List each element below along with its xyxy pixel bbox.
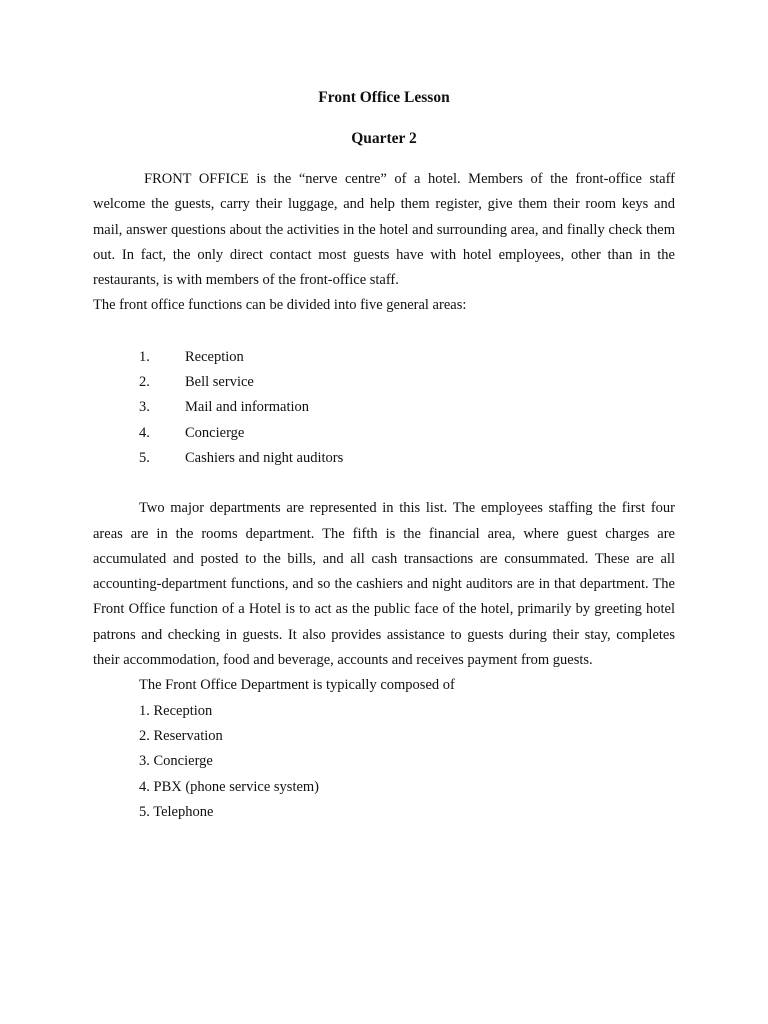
list-item: 5. Telephone: [139, 803, 214, 820]
functions-list: [93, 345, 675, 471]
list-item-label: Reception: [185, 348, 244, 365]
list-item: 1. Reception: [139, 702, 213, 719]
list-item-number: 1.: [139, 348, 150, 365]
composition-intro: The Front Office Department is typically composed of: [139, 677, 455, 694]
list-item-label: Mail and information: [185, 399, 310, 416]
list-item-number: 2.: [139, 374, 150, 391]
composition-list: [93, 699, 675, 825]
list-item: 4. PBX (phone service system): [139, 778, 320, 795]
list-item-label: Bell service: [185, 374, 254, 391]
list-item: [93, 446, 675, 471]
list-item: [93, 345, 675, 370]
list-item: 2. Reservation: [139, 727, 223, 744]
list-item-label: Cashiers and night auditors: [185, 449, 344, 466]
list-item: [93, 421, 675, 446]
list-item: [93, 395, 675, 420]
list-item-label: Concierge: [185, 424, 245, 441]
list-item: 3. Concierge: [139, 753, 213, 770]
list-item-number: 5.: [139, 449, 150, 466]
document-subtitle: Quarter 2: [351, 130, 417, 147]
list-item-number: 3.: [139, 399, 150, 416]
intro-paragraph: FRONT OFFICE is the “nerve centre” of a hotel. Members of the front-office staff welcome the guests, carry their luggage, and help them register, give them their room keys and mail, answer questions about the activities in the hotel and surrounding area, and finally check them out. In fact, the only direct contact most guests have with hotel employees, other than in the restaurants, is with members of the front-office staff.: [93, 171, 675, 289]
document-title: Front Office Lesson: [318, 89, 450, 106]
departments-paragraph: Two major departments are represented in this list. The employees staffing the first four areas are in the rooms department. The fifth is the financial area, where guest charges are accumulated and posted to the bills, and all cash transactions are consummated. These are all accounting-department functions, and so the cashiers and night auditors are in that department. The Front Office function of a Hotel is to act as the public face of the hotel, primarily by greeting hotel patrons and checking in guests. It also provides assistance to guests during their stay, completes their accommodation, food and beverage, accounts and receives payment from guests.: [93, 500, 675, 669]
intro-paragraph-tail: The front office functions can be divided into five general areas:: [93, 297, 467, 314]
list-item-number: 4.: [139, 424, 150, 441]
list-item: [93, 370, 675, 395]
